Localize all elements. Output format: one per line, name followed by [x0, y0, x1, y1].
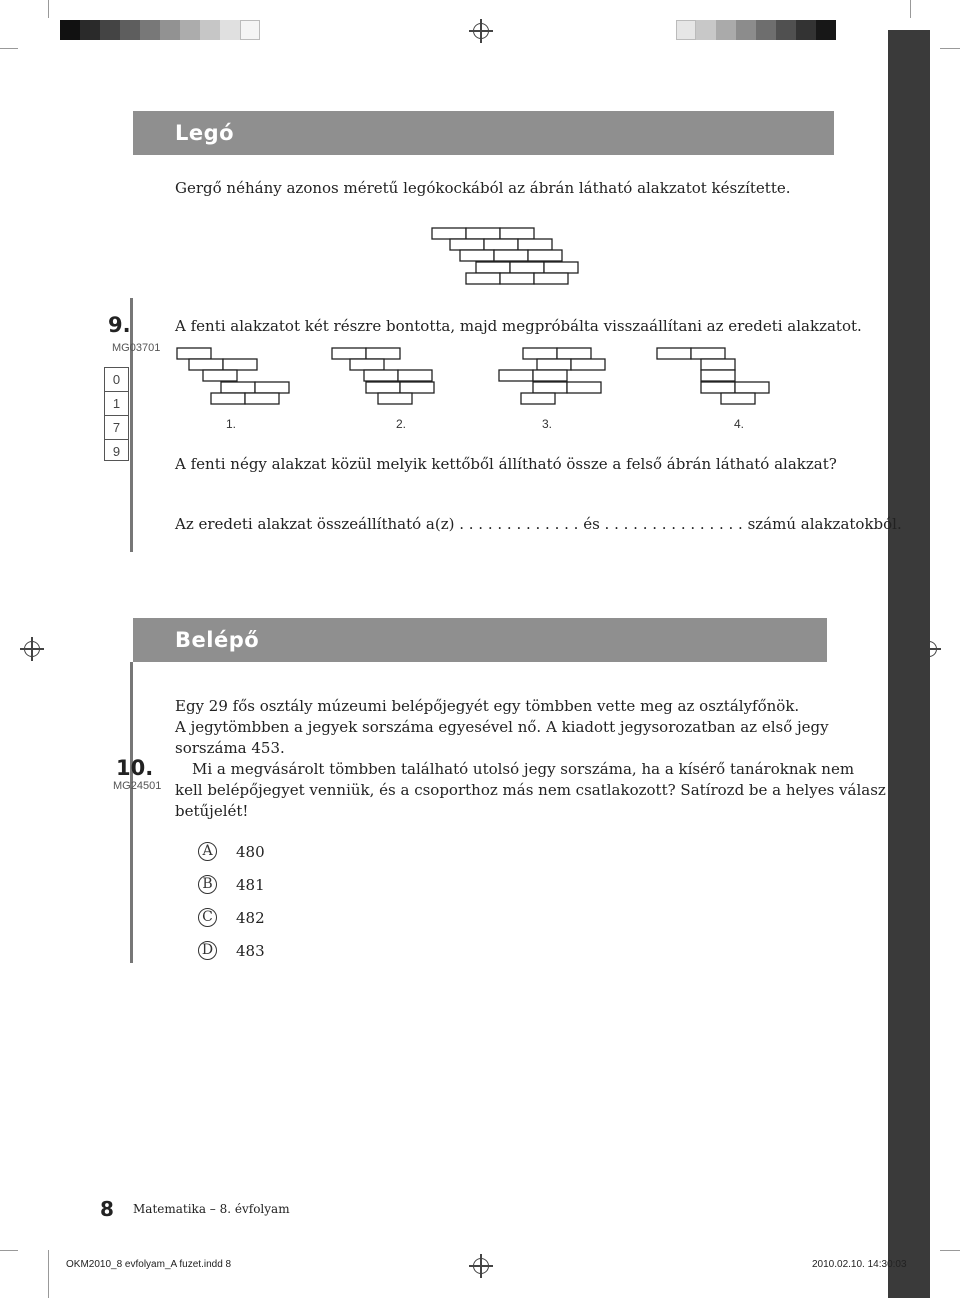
- option-c-value: 482: [236, 909, 265, 927]
- figure-label: 2.: [396, 417, 407, 431]
- question-text: A fenti alakzatot két részre bontotta, majd megpróbálta visszaállítani az eredeti alakzatot.: [175, 317, 862, 335]
- intro-text: Gergő néhány azonos méretű legókockából az ábrán látható alakzatot készítette.: [175, 179, 791, 197]
- question-number: 9.: [108, 313, 131, 337]
- lego-piece-4: [655, 346, 775, 408]
- score-code: 1: [105, 392, 128, 416]
- question-line: Mi a megvásárolt tömbben található utolsó jegy sorszáma, ha a kísérő tanároknak nem: [192, 760, 855, 778]
- slug-date: 2010.02.10. 14:30:03: [812, 1259, 907, 1270]
- lego-piece-3: [497, 346, 617, 408]
- question-code: MG03701: [112, 342, 161, 354]
- option-b-value: 481: [236, 876, 265, 894]
- question-prompt: A fenti négy alakzat közül melyik kettőből állítható össze a felső ábrán látható alakzat?: [175, 455, 837, 473]
- registration-mark-icon: [24, 641, 40, 657]
- question-code: MG24501: [113, 780, 162, 792]
- footer-subject: Matematika – 8. évfolyam: [133, 1202, 290, 1216]
- option-b-bubble[interactable]: B: [198, 875, 217, 894]
- section-header-belepo: [133, 618, 827, 662]
- section-title: Legó: [175, 121, 235, 145]
- figure-label: 3.: [542, 417, 553, 431]
- question-line: betűjelét!: [175, 802, 249, 820]
- score-code: 0: [105, 368, 128, 392]
- lego-shape-original: [430, 226, 582, 288]
- page-number: 8: [100, 1197, 114, 1221]
- question-line: sorszáma 453.: [175, 739, 285, 757]
- registration-mark-icon: [473, 23, 489, 39]
- registration-mark-icon: [473, 1258, 489, 1274]
- question-rule: [130, 662, 133, 963]
- question-number: 10.: [116, 756, 154, 780]
- option-c-bubble[interactable]: C: [198, 908, 217, 927]
- lego-piece-2: [330, 346, 450, 408]
- section-title: Belépő: [175, 628, 260, 652]
- option-d-bubble[interactable]: D: [198, 941, 217, 960]
- question-line: Egy 29 fős osztály múzeumi belépőjegyét egy tömbben vette meg az osztályfőnök.: [175, 697, 800, 715]
- score-code: 9: [112, 444, 121, 459]
- answer-line: Az eredeti alakzat összeállítható a(z) . . . . . . . . . . . . . és . . . . . . . . . . . . . . . számú alakzatokból.: [175, 515, 902, 533]
- score-code: 7: [105, 416, 128, 440]
- score-box: [104, 367, 129, 461]
- lego-piece-1: [175, 346, 295, 408]
- question-line: A jegytömbben a jegyek sorszáma egyesével nő. A kiadott jegysorozatban az első jegy: [175, 718, 829, 736]
- option-a-value: 480: [236, 843, 265, 861]
- figure-label: 4.: [734, 417, 745, 431]
- question-line: kell belépőjegyet venniük, és a csoporthoz más nem csatlakozott? Satírozd be a helyes válasz: [175, 781, 886, 799]
- section-header-lego: [133, 111, 834, 155]
- figure-label: 1.: [226, 417, 237, 431]
- slug-file: OKM2010_8 evfolyam_A fuzet.indd 8: [66, 1259, 232, 1270]
- page-edge-bar: [888, 30, 930, 1298]
- option-a-bubble[interactable]: A: [198, 842, 217, 861]
- option-d-value: 483: [236, 942, 265, 960]
